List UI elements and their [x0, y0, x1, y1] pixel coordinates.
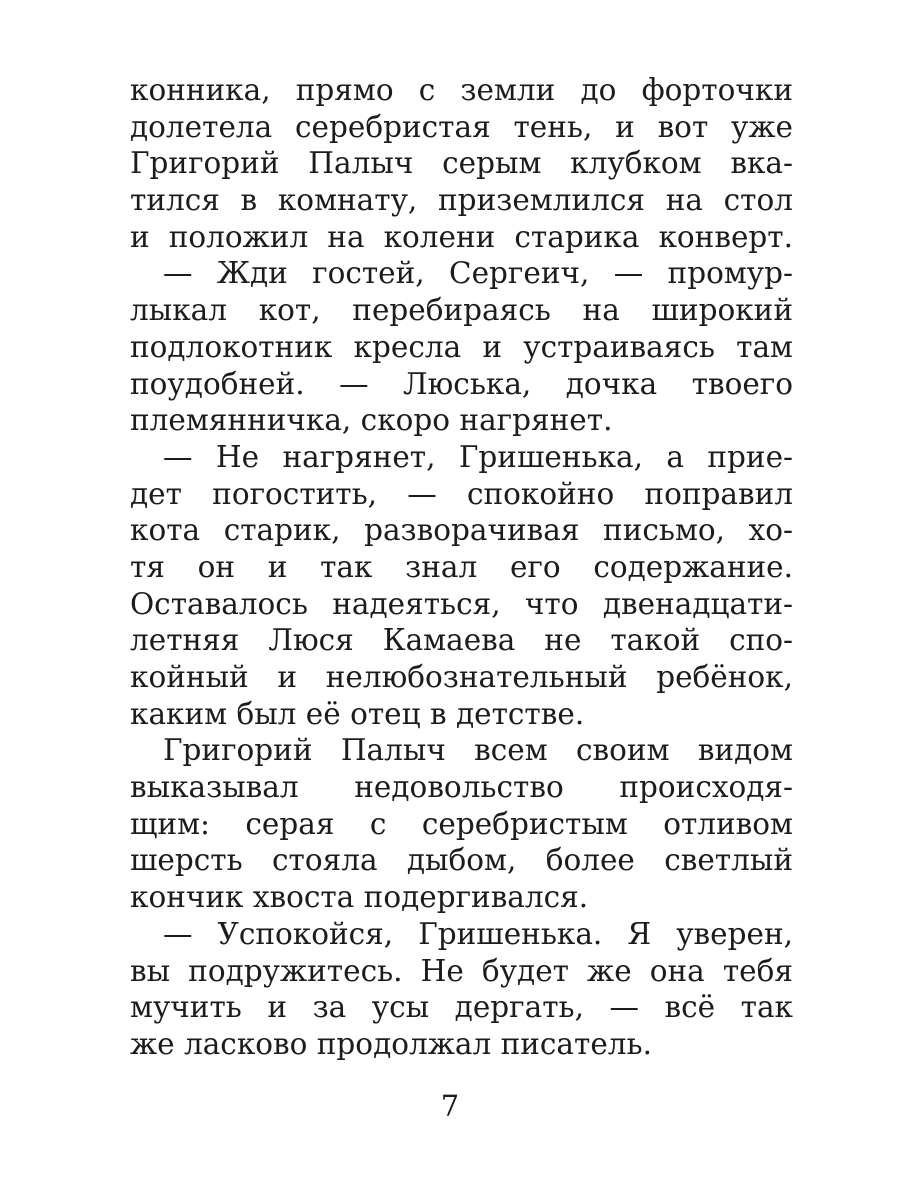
paragraph-3 [130, 439, 793, 733]
book-page-text [130, 72, 793, 1063]
text-line: койный и нелюбознательный ребёнок, [130, 660, 793, 694]
text-line: щим: серая с серебристым отливом [130, 806, 793, 841]
text-line: долетела серебристая тень, и вот уже [130, 109, 793, 144]
text-line: подлокотник кресла и устраиваясь там [130, 329, 793, 364]
text-line: выказывал недовольство происходя- [130, 770, 793, 805]
text-line: лыкал кот, перебираясь на широкий [130, 293, 793, 328]
text-line: Григорий Палыч серым клубком вка- [130, 146, 793, 181]
text-line: Оставалось надеяться, что двенадцати- [130, 586, 793, 621]
text-line: тился в комнату, приземлился на стол [130, 183, 793, 218]
page-number: 7 [440, 1089, 460, 1123]
text-line: летняя Люся Камаева не такой спо- [130, 623, 793, 658]
text-line: же ласково продолжал писатель. [130, 1026, 652, 1061]
paragraph-4 [130, 732, 793, 915]
text-line: конника, прямо с земли до форточки [130, 73, 793, 107]
text-line: поудобней. — Люська, дочка твоего [130, 366, 793, 401]
text-line: — Жди гостей, Сергеич, — промур- [163, 256, 793, 291]
text-line: дет погостить, — спокойно поправил [130, 476, 793, 511]
paragraph-5 [130, 916, 793, 1063]
text-line: мучить и за усы дергать, — всё так [130, 990, 793, 1025]
text-line: тя он и так знал его содержание. [130, 549, 793, 584]
text-line: — Не нагрянет, Гришенька, а прие- [163, 439, 793, 474]
paragraph-2 [130, 255, 793, 438]
text-line: кота старик, разворачивая письмо, хо- [130, 513, 793, 548]
paragraph-1 [130, 72, 793, 255]
text-line: и положил на колени старика конверт. [130, 219, 793, 254]
text-line: шерсть стояла дыбом, более светлый [130, 843, 793, 878]
text-line: вы подружитесь. Не будет же она тебя [130, 953, 793, 988]
text-line: кончик хвоста подергивался. [130, 880, 589, 915]
text-line: — Успокойся, Гришенька. Я уверен, [163, 916, 793, 951]
text-line: Григорий Палыч всем своим видом [163, 733, 793, 768]
text-line: каким был её отец в детстве. [130, 696, 585, 731]
text-line: племянничка, скоро нагрянет. [130, 403, 613, 438]
